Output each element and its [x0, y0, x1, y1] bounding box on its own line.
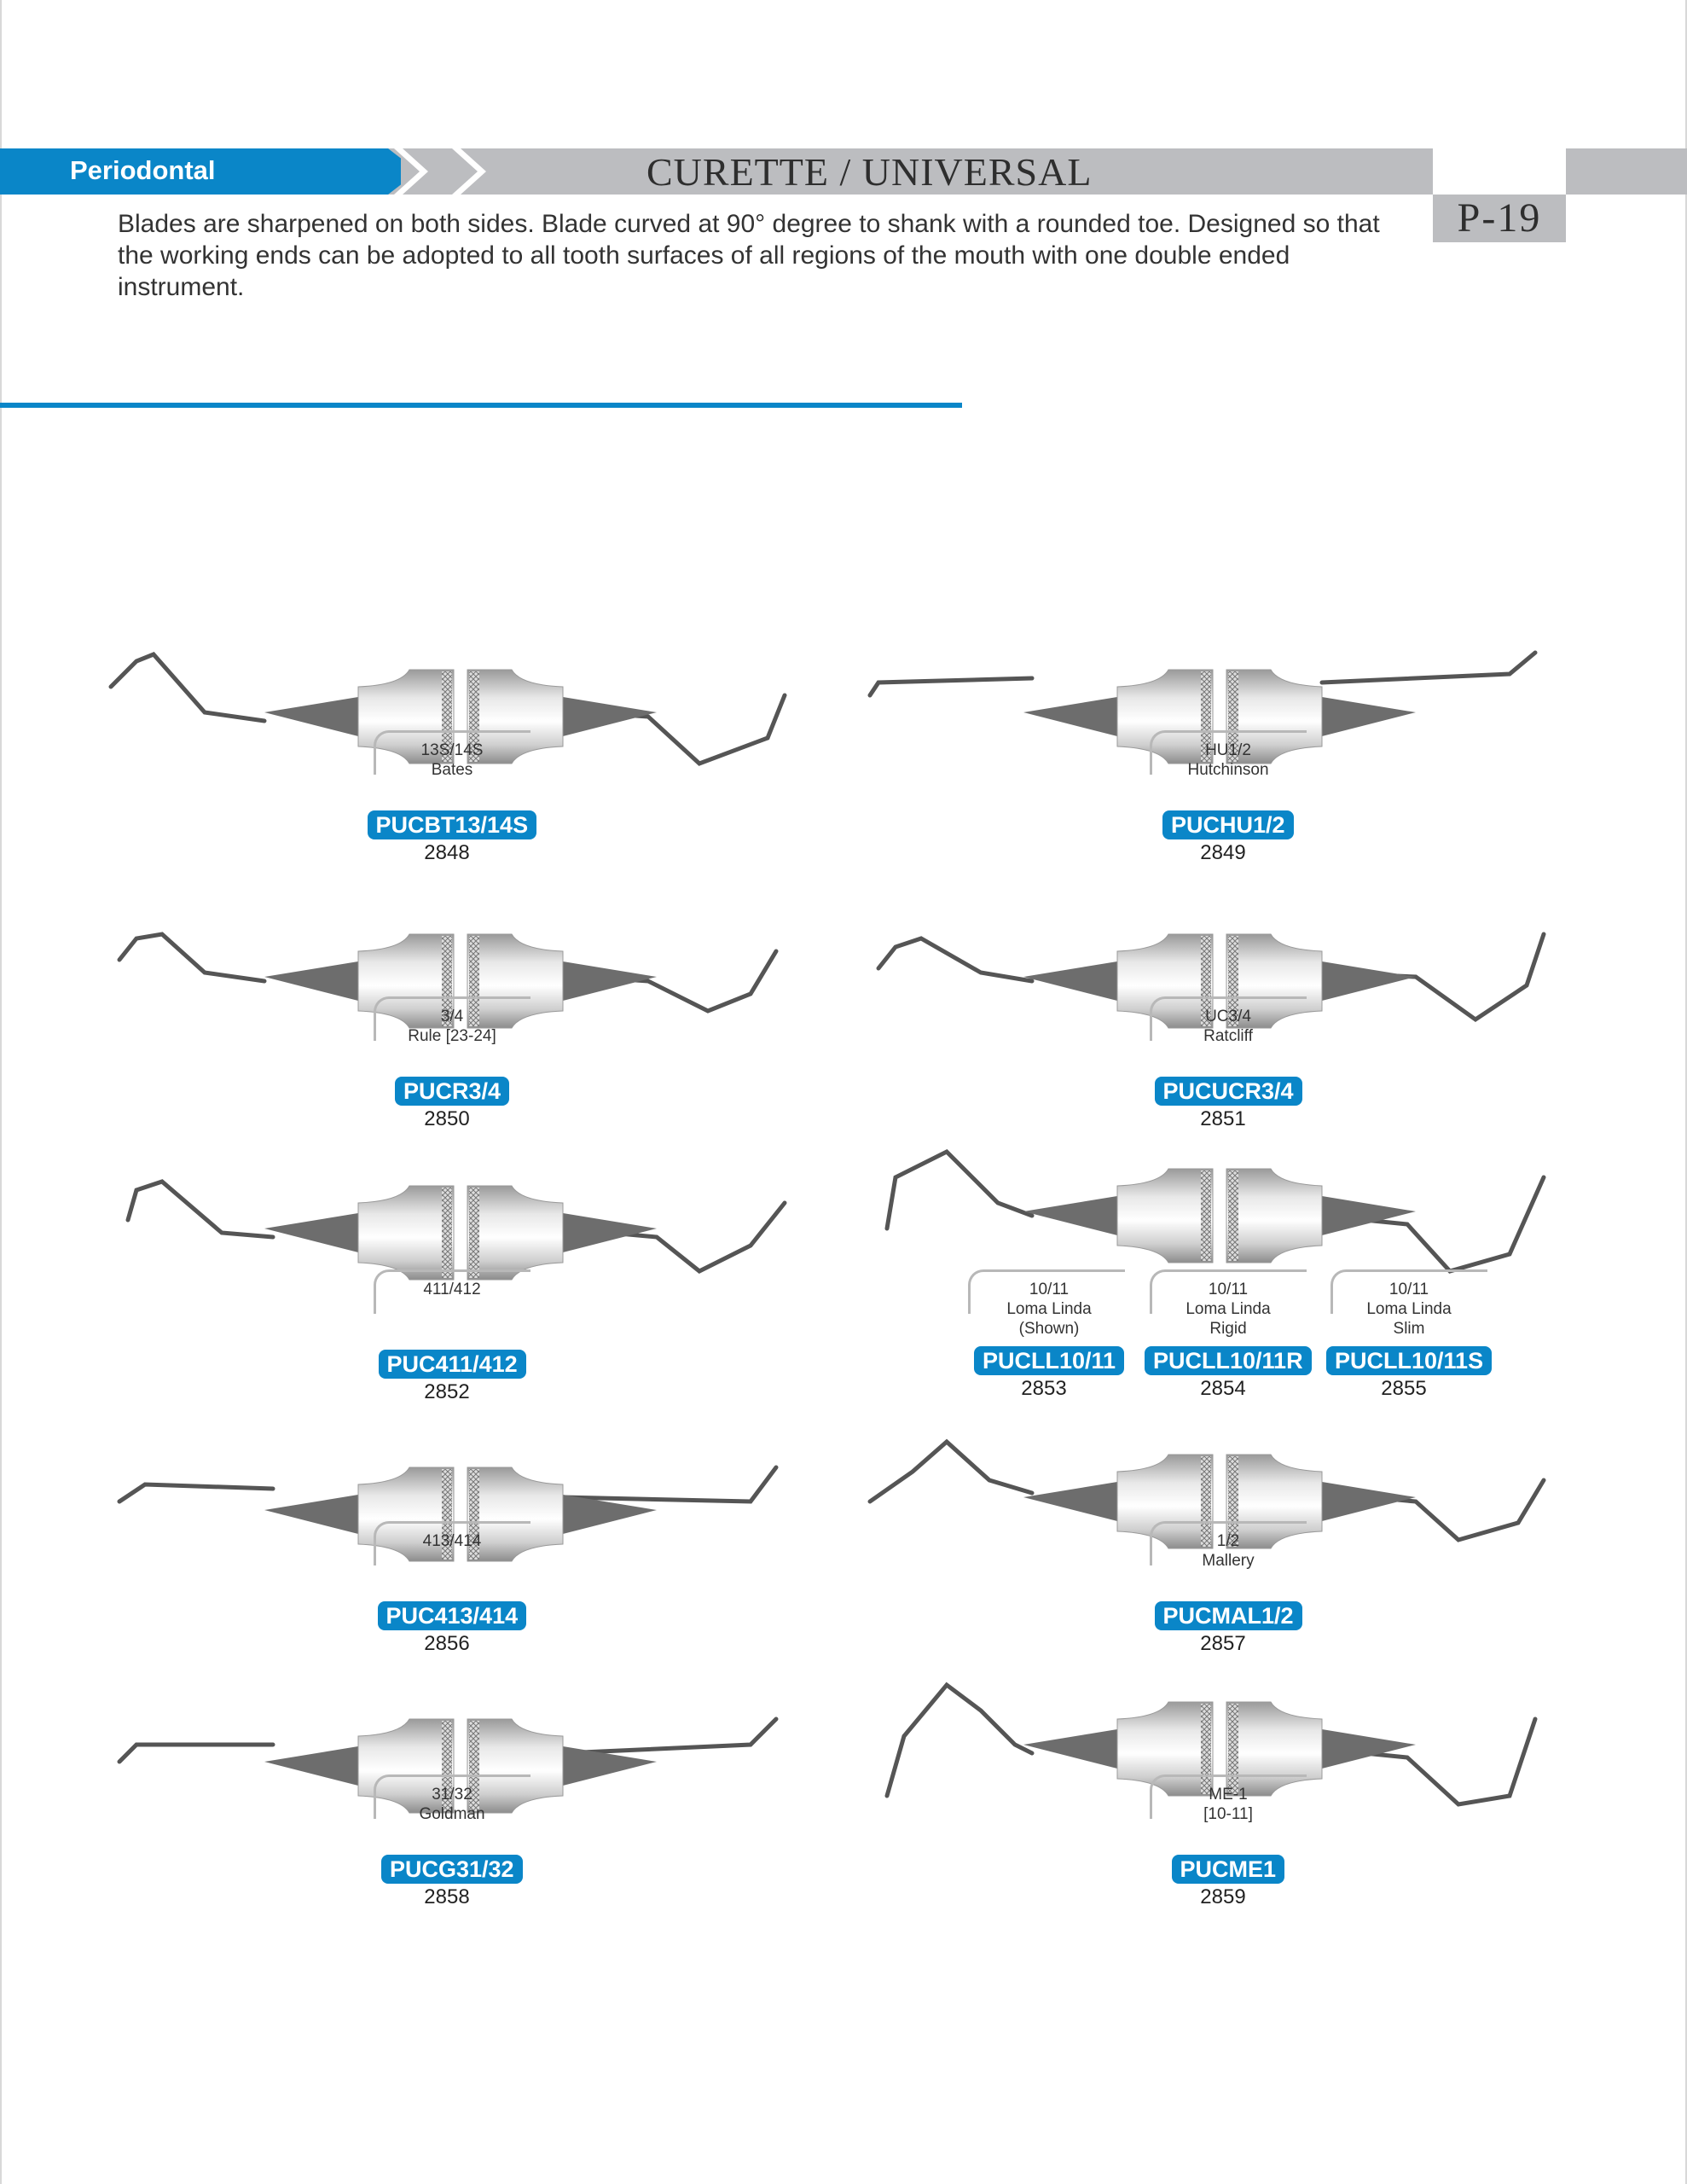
working-end-left [119, 934, 264, 981]
pattern-label [1143, 1531, 1313, 1571]
pattern-code: 413/414 [422, 1532, 482, 1550]
header-band-right [1566, 148, 1687, 195]
product-code-badge[interactable]: PUCME1 [1172, 1855, 1285, 1884]
pattern-code: UC3/4 [1205, 1008, 1251, 1025]
pattern-code: 10/11 [1208, 1281, 1249, 1298]
pattern-name: (Shown) [1018, 1320, 1080, 1338]
product-code-badge[interactable]: PUCLL10/11S [1326, 1346, 1492, 1375]
working-end-left [119, 1484, 273, 1502]
pattern-code: 3/4 [440, 1008, 464, 1025]
catalog-number: 2849 [1200, 841, 1246, 864]
working-end-left [878, 938, 1032, 981]
pattern-code: HU1/2 [1205, 741, 1251, 759]
pattern-name: Ratcliff [1203, 1027, 1253, 1045]
pattern-label [1143, 741, 1313, 780]
working-end-left [870, 678, 1032, 695]
divider [0, 403, 962, 408]
curette-instrument-image [861, 1135, 1561, 1280]
page-number: P-19 [1433, 195, 1566, 242]
pattern-label [367, 741, 537, 780]
pattern-name: Loma Linda [1186, 1300, 1271, 1318]
catalog-number: 2854 [1200, 1377, 1246, 1400]
catalog-number: 2857 [1200, 1632, 1246, 1655]
catalog-number: 2852 [424, 1380, 470, 1403]
catalog-number: 2848 [424, 841, 470, 864]
category-label: Periodontal [70, 155, 216, 185]
description: Blades are sharpened on both sides. Blade curved at 90° degree to shank with a rounded toe. Designed so that the working ends can be adopted to all tooth surfaces of all regions of the mouth with one double ended instrument. [118, 210, 1380, 301]
pattern-label [1143, 1785, 1313, 1824]
pattern-name: Loma Linda [1366, 1300, 1452, 1318]
working-end-left [887, 1685, 1032, 1796]
pattern-code: 411/412 [423, 1281, 481, 1298]
catalog-number: 2859 [1200, 1885, 1246, 1908]
working-end-right [563, 1719, 776, 1753]
working-end-left [119, 1745, 273, 1762]
working-end-left [870, 1442, 1032, 1502]
pattern-code: 10/11 [1029, 1281, 1070, 1298]
product-code-badge[interactable]: PUCR3/4 [395, 1077, 509, 1106]
pattern-label [1324, 1280, 1494, 1339]
product-code-badge[interactable]: PUCHU1/2 [1162, 810, 1294, 839]
pattern-name: Loma Linda [1006, 1300, 1092, 1318]
pattern-code: 10/11 [1388, 1281, 1429, 1298]
pattern-code: 31/32 [432, 1786, 472, 1804]
catalog-number: 2855 [1381, 1377, 1427, 1400]
pattern-name: Slim [1393, 1320, 1425, 1338]
catalog-number: 2853 [1021, 1377, 1067, 1400]
working-end-right [563, 1467, 776, 1502]
pattern-code: 13S/14S [420, 741, 484, 759]
pattern-name: Rule [23-24] [408, 1027, 496, 1045]
catalog-number: 2850 [424, 1107, 470, 1130]
catalog-number: 2851 [1200, 1107, 1246, 1130]
product-code-badge[interactable]: PUCLL10/11 [974, 1346, 1124, 1375]
working-end-left [128, 1182, 273, 1237]
page-title: CURETTE / UNIVERSAL [646, 150, 1093, 194]
pattern-name: Hutchinson [1187, 761, 1269, 779]
working-end-left [111, 654, 264, 721]
working-end-right [1322, 653, 1535, 682]
pattern-label [367, 1785, 537, 1824]
pattern-label [964, 1280, 1134, 1339]
pattern-label [367, 1280, 537, 1299]
working-end-left [887, 1152, 1032, 1228]
product-code-badge[interactable]: PUCUCR3/4 [1155, 1077, 1302, 1106]
pattern-label [367, 1531, 537, 1551]
catalog-number: 2858 [424, 1885, 470, 1908]
working-end-right [1322, 1719, 1535, 1804]
product-code-badge[interactable]: PUCLL10/11R [1145, 1346, 1312, 1375]
page-border-left [0, 0, 2, 2184]
product-code-badge[interactable]: PUCBT13/14S [368, 810, 537, 839]
pattern-label [367, 1007, 537, 1046]
product-code-badge[interactable]: PUCMAL1/2 [1155, 1601, 1302, 1630]
catalog-number: 2856 [424, 1632, 470, 1655]
product-code-badge[interactable]: PUC411/412 [379, 1350, 526, 1379]
pattern-name: [10-11] [1203, 1805, 1253, 1823]
product-code-badge[interactable]: PUCG31/32 [381, 1855, 523, 1884]
pattern-label [1143, 1007, 1313, 1046]
pattern-name: Goldman [419, 1805, 485, 1823]
pattern-code: ME-1 [1209, 1786, 1248, 1804]
pattern-code: 1/2 [1216, 1532, 1240, 1550]
product-code-badge[interactable]: PUC413/414 [378, 1601, 527, 1630]
pattern-name: Bates [431, 761, 473, 779]
pattern-label [1143, 1280, 1313, 1339]
pattern-name: Mallery [1202, 1552, 1255, 1570]
pattern-name: Rigid [1209, 1320, 1247, 1338]
